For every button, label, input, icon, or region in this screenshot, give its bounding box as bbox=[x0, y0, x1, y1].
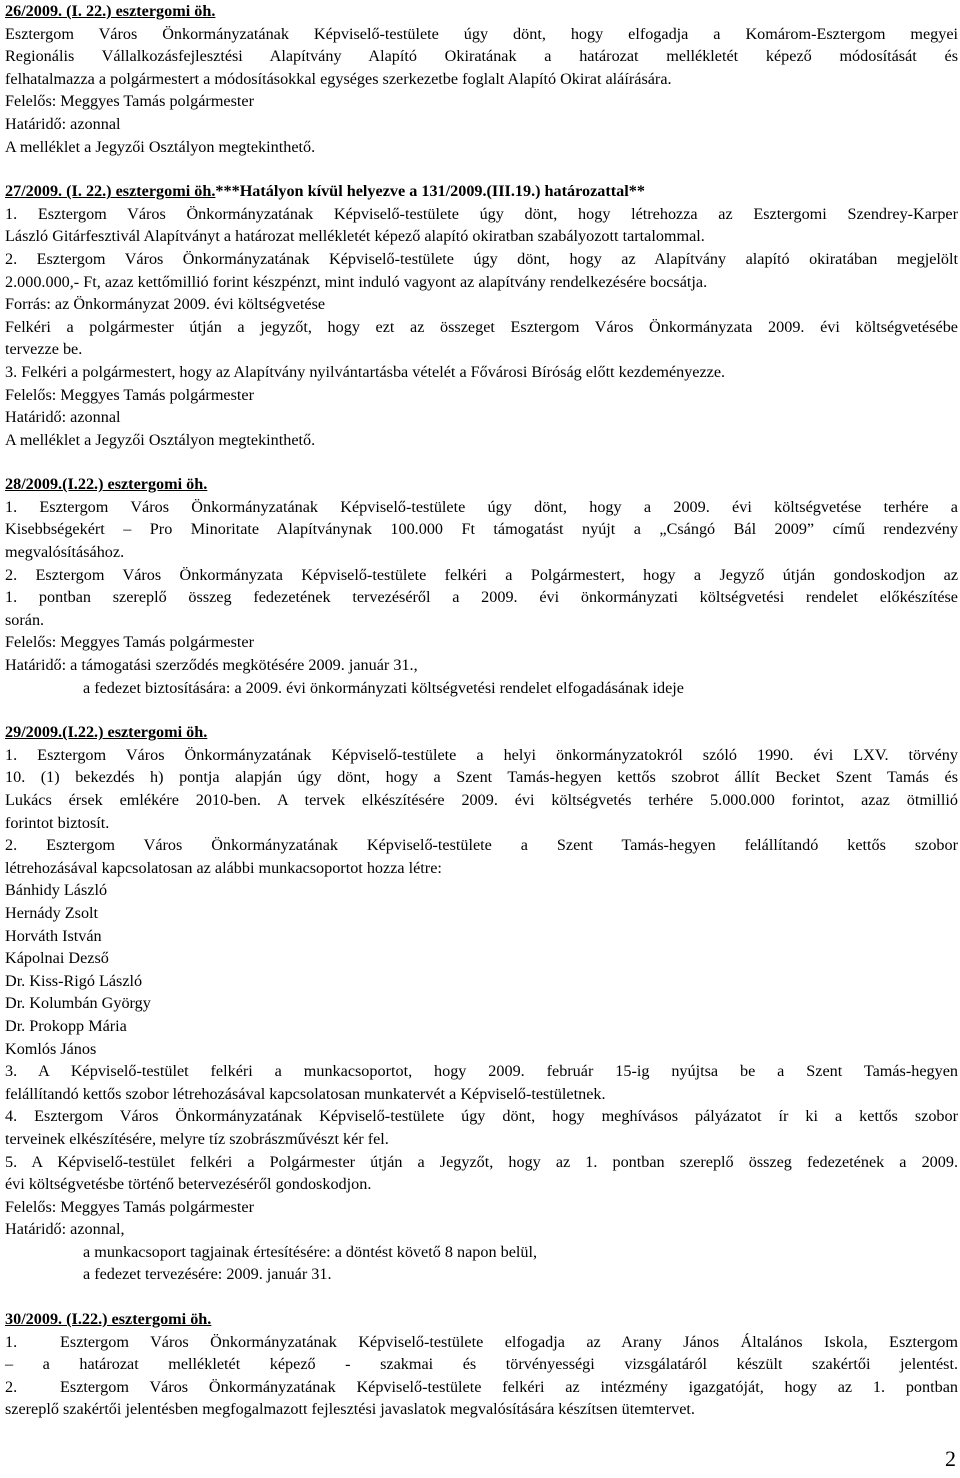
text-line: 2.000.000,- Ft, azaz kettőmillió forint készpénzt, mint induló vagyont az alapítvány rendelkezésére bocsátja. bbox=[5, 272, 708, 291]
text-line: Esztergom Város Önkormányzatának Képviselő-testülete úgy dönt, hogy elfogadja a Komárom-Esztergom megyei bbox=[5, 24, 958, 43]
text-line: Lukács érsek emlékére 2010-ben. A tervek elkészítésére 2009. évi költségvetés terhére 5.000.000 forintot, azaz ötmillió bbox=[5, 791, 958, 809]
text-line: Felelős: Meggyes Tamás polgármester bbox=[5, 633, 254, 652]
item-number: 1. bbox=[5, 1332, 18, 1351]
document-body bbox=[5, 0, 958, 1421]
text-line: Horváth István bbox=[5, 926, 102, 945]
resolution-heading bbox=[5, 180, 958, 203]
text-line: 5. A Képviselő-testület felkéri a Polgármester útján a Jegyzőt, hogy az 1. pontban szereplő összeg fedezetének a 2009. bbox=[5, 1152, 958, 1171]
text-line: A melléklet a Jegyzői Osztályon megtekinthető. bbox=[5, 137, 316, 156]
text-line: a fedezet tervezésére: 2009. január 31. bbox=[83, 1265, 332, 1284]
text-line: a munkacsoport tagjainak értesítésére: a döntést követő 8 napon belül, bbox=[83, 1242, 538, 1261]
text-line: Komlós János bbox=[5, 1039, 97, 1058]
text-line: Felelős: Meggyes Tamás polgármester bbox=[5, 92, 254, 111]
text-line: Határidő: a támogatási szerződés megkötésére 2009. január 31., bbox=[5, 656, 418, 675]
text-line: Felelős: Meggyes Tamás polgármester bbox=[5, 385, 254, 404]
text-line: – a határozat mellékletét képező - szakmai és törvényességi vizsgálatáról készült szakértői jelentést. bbox=[5, 1355, 958, 1374]
text-line: Hernády Zsolt bbox=[5, 903, 99, 922]
text-line: A melléklet a Jegyzői Osztályon megtekinthető. bbox=[5, 430, 316, 449]
resolution-number: 27/2009. (I. 22.) esztergomi öh. bbox=[5, 182, 216, 201]
text-line: évi költségvetésbe történő betervezéséről gondoskodjon. bbox=[5, 1175, 372, 1194]
text-line: 2. Esztergom Város Önkormányzatának Képviselő-testülete a Szent Tamás-hegyen felállítandó kettős szobor bbox=[5, 836, 958, 855]
text-line: létrehozásával kapcsolatosan az alábbi munkacsoportot hozza létre: bbox=[5, 858, 442, 877]
text-line bbox=[5, 1376, 958, 1399]
text-line: felállítandó kettős szobor létrehozásával kapcsolatosan munkatervét a Képviselő-testületnek. bbox=[5, 1084, 606, 1103]
text-line: Felkéri a polgármester útján a jegyzőt, hogy ezt az összeget Esztergom Város Önkormányzata 2009. évi költségvetésébe bbox=[5, 317, 958, 336]
text-line: Dr. Kolumbán György bbox=[5, 994, 151, 1013]
item-text: Esztergom Város Önkormányzatának Képviselő-testülete elfogadja az Arany János Általános Iskola, Esztergom bbox=[60, 1332, 958, 1351]
text-line: 4. Esztergom Város Önkormányzatának Képviselő-testülete úgy dönt, hogy meghívásos pályázatot ír ki a kettős szobor bbox=[5, 1107, 958, 1126]
section-gap bbox=[5, 158, 958, 180]
text-line: forintot biztosít. bbox=[5, 813, 110, 832]
text-line: Kisebbségekért – Pro Minoritate Alapítványnak 100.000 Ft támogatást nyújt a „Csángó Bál 2009” című rendezvény bbox=[5, 520, 958, 539]
text-line: Határidő: azonnal, bbox=[5, 1220, 125, 1239]
text-line: 2. Esztergom Város Önkormányzata Képviselő-testülete felkéri a Polgármestert, hogy a Jegyző útján gondoskodjon az bbox=[5, 565, 958, 584]
text-line: felhatalmazza a polgármestert a módosításokkal egységes szerkezetbe foglalt Alapító Okirat aláírására. bbox=[5, 69, 672, 88]
text-line: Kápolnai Dezső bbox=[5, 949, 109, 968]
text-line: 3. A Képviselő-testület felkéri a munkacsoportot, hogy 2009. február 15-ig nyújtsa be a Szent Tamás-hegyen bbox=[5, 1062, 958, 1081]
text-line: László Gitárfesztivál Alapítványt a határozat mellékletét képező alapító okiratban szabályozott tartalommal. bbox=[5, 227, 705, 246]
page-number: 2 bbox=[945, 1446, 956, 1471]
resolution-heading: 30/2009. (I.22.) esztergomi öh. bbox=[5, 1310, 212, 1329]
text-line: során. bbox=[5, 610, 45, 629]
text-line: 1. pontban szereplő összeg fedezetének tervezéséről a 2009. évi önkormányzati költségvetési rendelet előkészítése bbox=[5, 588, 958, 607]
resolution-heading: 26/2009. (I. 22.) esztergomi öh. bbox=[5, 2, 216, 20]
text-line: Felelős: Meggyes Tamás polgármester bbox=[5, 1197, 254, 1216]
text-line bbox=[5, 1331, 958, 1354]
text-line: Határidő: azonnal bbox=[5, 114, 121, 133]
text-line: Bánhidy László bbox=[5, 881, 108, 900]
text-line: 2. Esztergom Város Önkormányzatának Képviselő-testülete úgy dönt, hogy az Alapítvány alapító okiratában megjelölt bbox=[5, 249, 958, 268]
text-line: Forrás: az Önkormányzat 2009. évi költségvetése bbox=[5, 295, 326, 314]
text-line: megvalósításához. bbox=[5, 543, 125, 562]
section-gap bbox=[5, 1286, 958, 1308]
item-number: 2. bbox=[5, 1377, 18, 1396]
text-line: Dr. Kiss-Rigó László bbox=[5, 971, 143, 990]
text-line: tervezze be. bbox=[5, 340, 83, 359]
text-line: a fedezet biztosítására: a 2009. évi önkormányzati költségvetési rendelet elfogadásának ideje bbox=[83, 678, 684, 697]
text-line: Határidő: azonnal bbox=[5, 408, 121, 427]
text-line: 1. Esztergom Város Önkormányzatának Képviselő-testülete úgy dönt, hogy a 2009. évi költségvetése terhére a bbox=[5, 497, 958, 516]
section-gap bbox=[5, 699, 958, 721]
text-line: 1. Esztergom Város Önkormányzatának Képviselő-testülete úgy dönt, hogy létrehozza az Esztergomi Szendrey-Karper bbox=[5, 204, 958, 223]
repeal-note: ***Hatályon kívül helyezve a 131/2009.(III.19.) határozattal** bbox=[215, 182, 645, 201]
resolution-heading: 28/2009.(I.22.) esztergomi öh. bbox=[5, 475, 208, 494]
section-gap bbox=[5, 451, 958, 473]
text-line: szereplő szakértői jelentésben megfogalmazott fejlesztési javaslatok megvalósítására készítsen ütemtervet. bbox=[5, 1400, 695, 1419]
text-line: Regionális Vállalkozásfejlesztési Alapítvány Alapító Okiratának a határozat mellékletét képező módosítását és bbox=[5, 47, 958, 66]
text-line: Dr. Prokopp Mária bbox=[5, 1016, 127, 1035]
text-line: 3. Felkéri a polgármestert, hogy az Alapítvány nyilvántartásba vételét a Fővárosi Bíróság előtt kezdeményezze. bbox=[5, 362, 726, 381]
text-line: 1. Esztergom Város Önkormányzatának Képviselő-testülete a helyi önkormányzatokról szóló 1990. évi LXV. törvény bbox=[5, 745, 958, 764]
text-line: 10. (1) bekezdés h) pontja alapján úgy dönt, hogy a Szent Tamás-hegyen kettős szobrot állít Becket Szent Tamás és bbox=[5, 768, 958, 787]
text-line: terveinek elkészítésére, melyre tíz szobrászművészt kér fel. bbox=[5, 1129, 389, 1148]
item-text: Esztergom Város Önkormányzatának Képviselő-testülete felkéri az intézmény igazgatóját, hogy az 1. pontban bbox=[60, 1377, 958, 1396]
resolution-heading: 29/2009.(I.22.) esztergomi öh. bbox=[5, 723, 208, 742]
